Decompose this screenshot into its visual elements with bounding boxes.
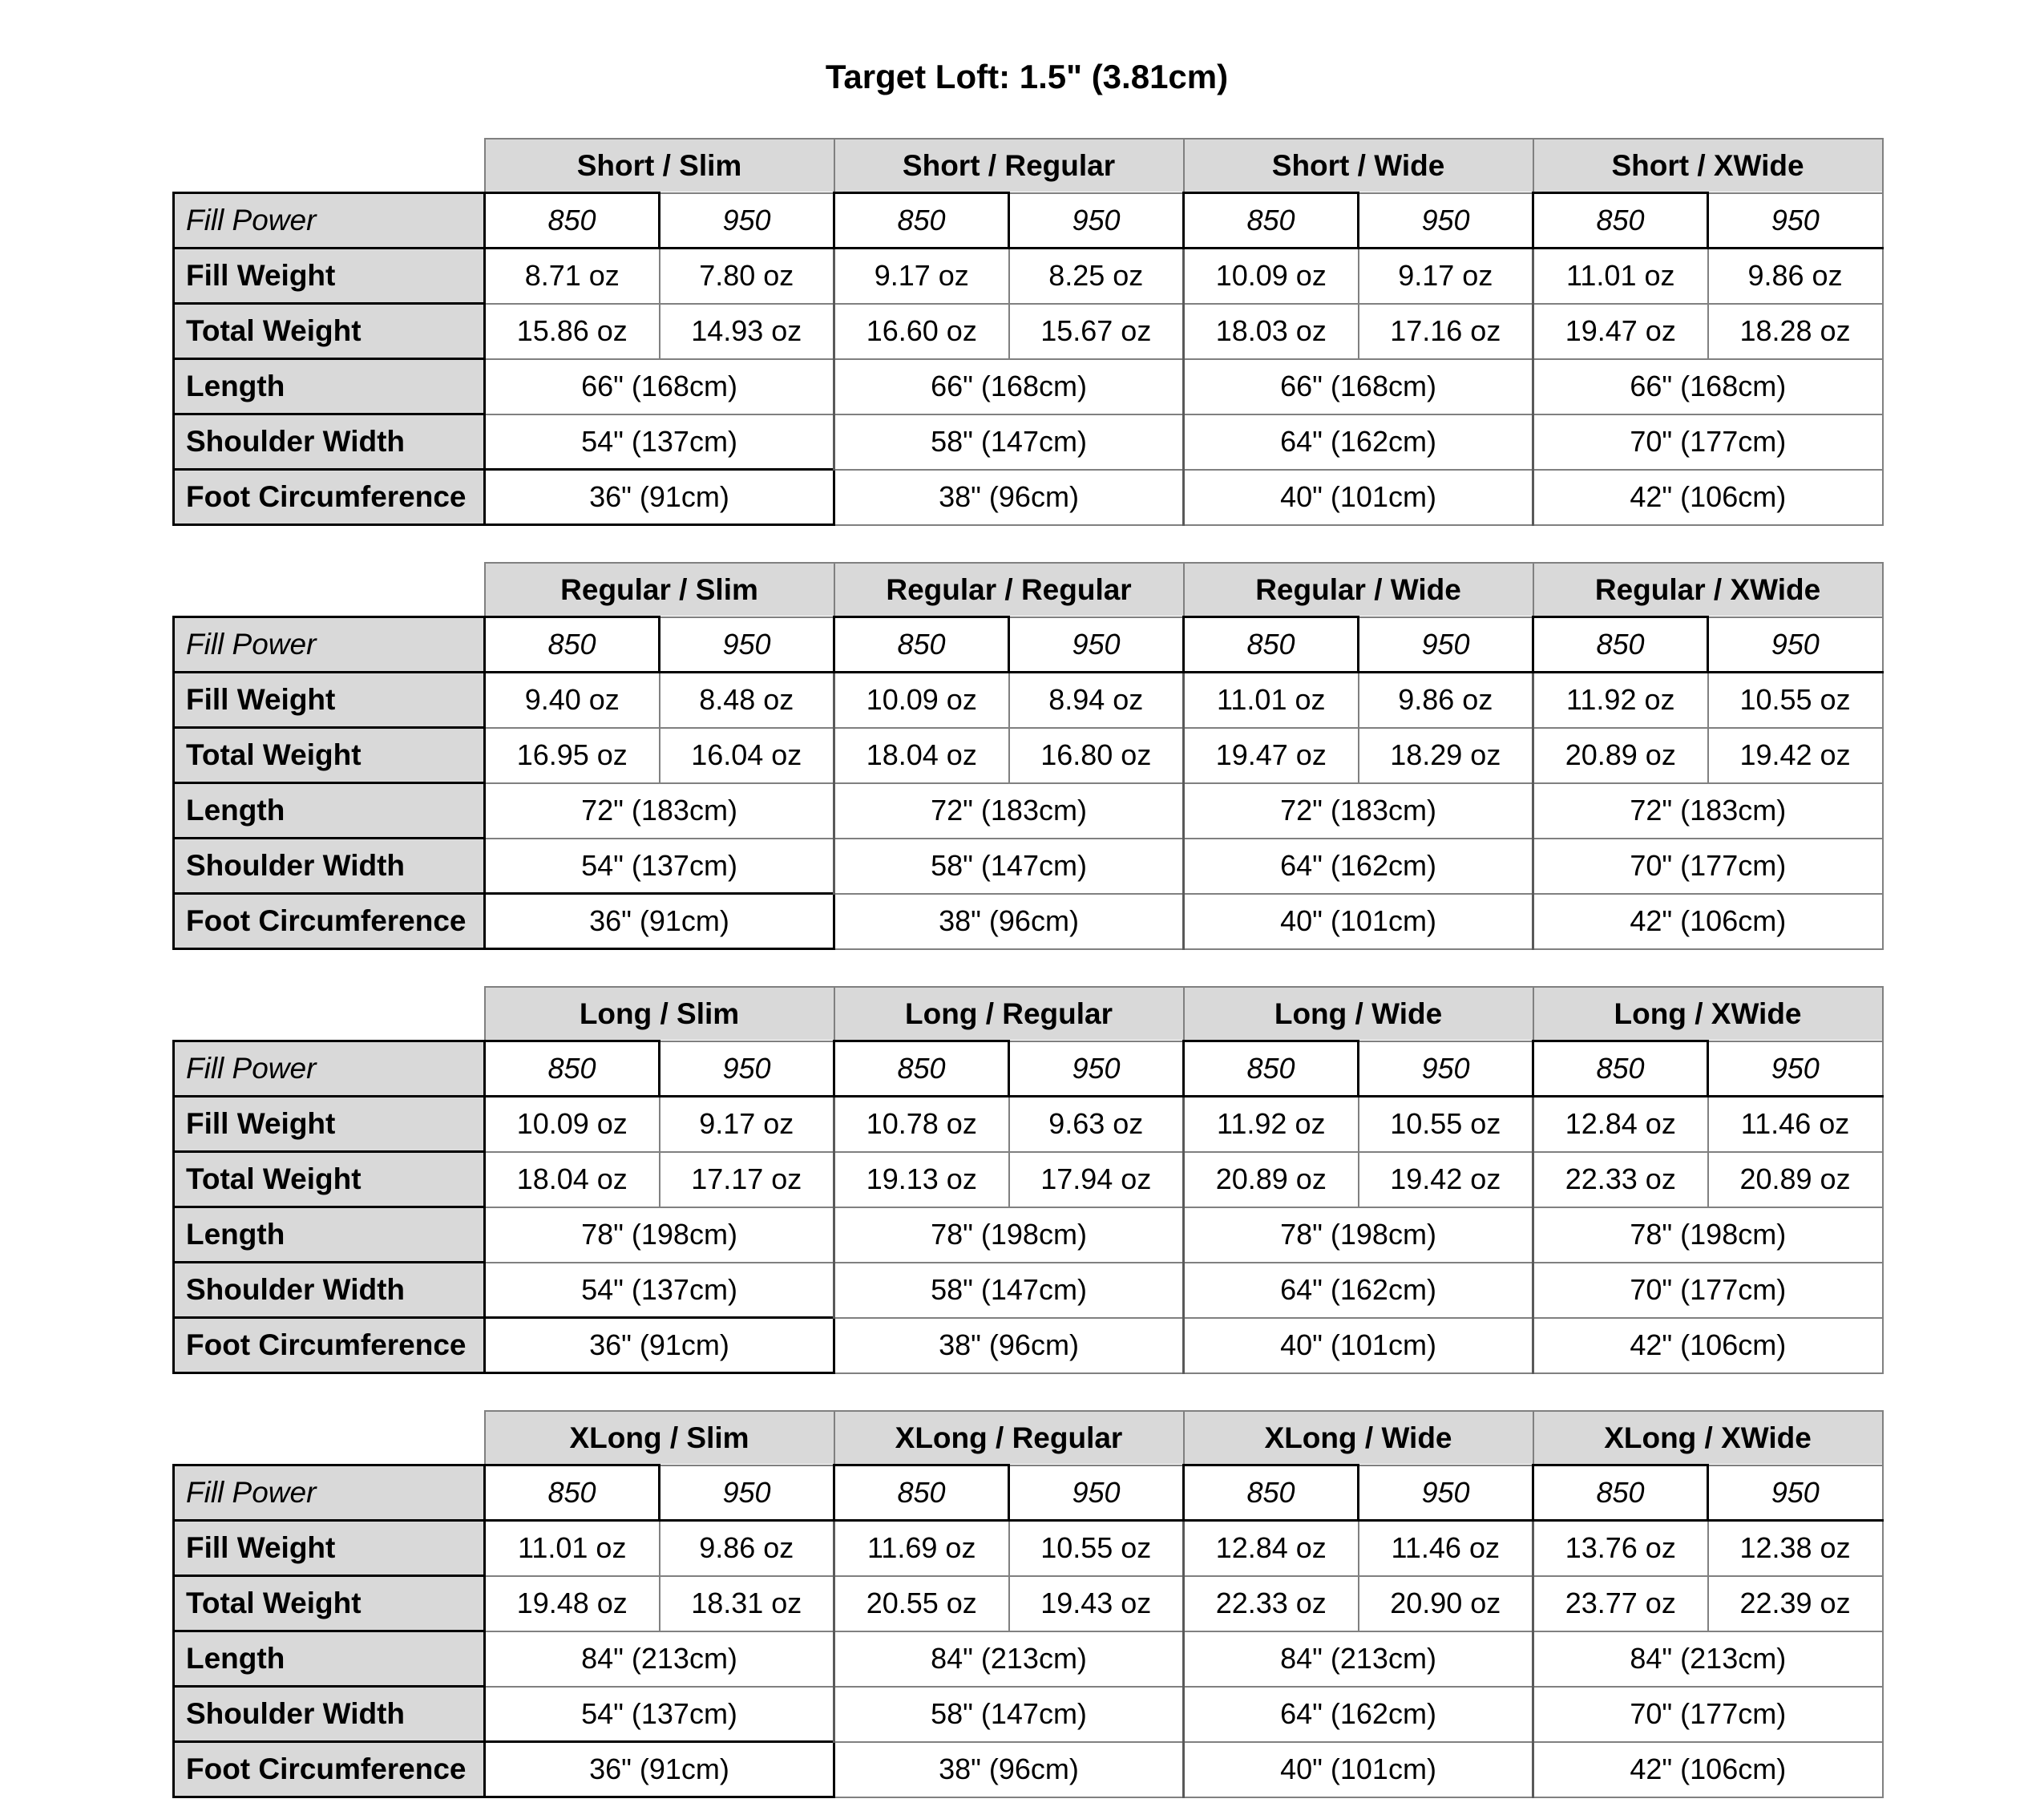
cell-fill-power: 950 xyxy=(1359,617,1533,673)
cell-total-weight: 19.42 oz xyxy=(1708,728,1883,783)
cell-fill-power: 950 xyxy=(1009,1041,1184,1097)
cell-total-weight: 18.04 oz xyxy=(485,1152,660,1207)
cell-foot-circumference: 36" (91cm) xyxy=(485,894,834,949)
cell-foot-circumference: 36" (91cm) xyxy=(485,1318,834,1373)
cell-fill-power: 850 xyxy=(1184,1465,1359,1521)
row-label-total-weight: Total Weight xyxy=(174,1152,485,1207)
row-fill-power xyxy=(174,193,1883,249)
cell-length: 72" (183cm) xyxy=(485,783,834,839)
cell-total-weight: 23.77 oz xyxy=(1533,1576,1708,1631)
cell-fill-power: 950 xyxy=(1708,1041,1883,1097)
row-length xyxy=(174,783,1883,839)
corner-cell xyxy=(174,987,485,1041)
cell-length: 66" (168cm) xyxy=(834,359,1184,414)
row-foot-circumference xyxy=(174,894,1883,949)
cell-shoulder-width: 58" (147cm) xyxy=(834,1263,1184,1318)
cell-fill-weight: 9.17 oz xyxy=(1359,249,1533,304)
cell-fill-power: 950 xyxy=(1009,617,1184,673)
group-header: Short / XWide xyxy=(1533,139,1883,193)
row-length xyxy=(174,1631,1883,1687)
cell-total-weight: 15.86 oz xyxy=(485,304,660,359)
size-table-xlong xyxy=(172,1410,1884,1798)
row-fill-weight xyxy=(174,1521,1883,1576)
cell-shoulder-width: 70" (177cm) xyxy=(1533,1687,1883,1742)
cell-fill-weight: 11.01 oz xyxy=(1533,249,1708,304)
cell-total-weight: 14.93 oz xyxy=(660,304,834,359)
row-label-shoulder-width: Shoulder Width xyxy=(174,1687,485,1742)
cell-shoulder-width: 58" (147cm) xyxy=(834,839,1184,894)
row-label-shoulder-width: Shoulder Width xyxy=(174,414,485,470)
cell-fill-power: 950 xyxy=(660,1465,834,1521)
cell-total-weight: 19.13 oz xyxy=(834,1152,1009,1207)
row-label-foot-circumference: Foot Circumference xyxy=(174,1742,485,1797)
row-fill-weight xyxy=(174,1097,1883,1152)
cell-fill-power: 950 xyxy=(1708,617,1883,673)
cell-length: 66" (168cm) xyxy=(1184,359,1533,414)
cell-foot-circumference: 36" (91cm) xyxy=(485,470,834,525)
cell-fill-power: 850 xyxy=(1184,193,1359,249)
row-shoulder-width xyxy=(174,1687,1883,1742)
cell-fill-weight: 11.92 oz xyxy=(1533,673,1708,728)
cell-fill-power: 950 xyxy=(1009,193,1184,249)
cell-length: 66" (168cm) xyxy=(1533,359,1883,414)
cell-total-weight: 18.31 oz xyxy=(660,1576,834,1631)
group-header: Long / XWide xyxy=(1533,987,1883,1041)
corner-cell xyxy=(174,1411,485,1465)
cell-total-weight: 18.04 oz xyxy=(834,728,1009,783)
cell-fill-power: 950 xyxy=(660,617,834,673)
cell-total-weight: 16.60 oz xyxy=(834,304,1009,359)
cell-foot-circumference: 42" (106cm) xyxy=(1533,894,1883,949)
cell-shoulder-width: 54" (137cm) xyxy=(485,839,834,894)
group-header: Short / Slim xyxy=(485,139,834,193)
cell-shoulder-width: 70" (177cm) xyxy=(1533,414,1883,470)
cell-fill-power: 950 xyxy=(660,193,834,249)
cell-length: 66" (168cm) xyxy=(485,359,834,414)
cell-fill-weight: 11.92 oz xyxy=(1184,1097,1359,1152)
cell-fill-power: 950 xyxy=(1708,1465,1883,1521)
cell-fill-weight: 9.86 oz xyxy=(660,1521,834,1576)
header-row xyxy=(174,139,1883,193)
cell-fill-weight: 9.86 oz xyxy=(1359,673,1533,728)
cell-total-weight: 20.55 oz xyxy=(834,1576,1009,1631)
cell-fill-power: 850 xyxy=(834,1041,1009,1097)
cell-fill-weight: 8.71 oz xyxy=(485,249,660,304)
cell-total-weight: 18.03 oz xyxy=(1184,304,1359,359)
cell-foot-circumference: 38" (96cm) xyxy=(834,1742,1184,1797)
cell-shoulder-width: 58" (147cm) xyxy=(834,414,1184,470)
row-label-fill-power: Fill Power xyxy=(174,617,485,673)
row-label-fill-power: Fill Power xyxy=(174,193,485,249)
cell-fill-weight: 12.38 oz xyxy=(1708,1521,1883,1576)
cell-fill-weight: 10.09 oz xyxy=(485,1097,660,1152)
cell-fill-power: 950 xyxy=(1359,193,1533,249)
row-fill-power xyxy=(174,1465,1883,1521)
cell-total-weight: 16.80 oz xyxy=(1009,728,1184,783)
row-label-foot-circumference: Foot Circumference xyxy=(174,894,485,949)
cell-shoulder-width: 54" (137cm) xyxy=(485,414,834,470)
cell-foot-circumference: 38" (96cm) xyxy=(834,470,1184,525)
cell-fill-weight: 12.84 oz xyxy=(1184,1521,1359,1576)
row-label-length: Length xyxy=(174,1631,485,1687)
cell-shoulder-width: 64" (162cm) xyxy=(1184,839,1533,894)
cell-foot-circumference: 42" (106cm) xyxy=(1533,1742,1883,1797)
cell-total-weight: 17.17 oz xyxy=(660,1152,834,1207)
cell-foot-circumference: 36" (91cm) xyxy=(485,1742,834,1797)
cell-fill-weight: 11.46 oz xyxy=(1708,1097,1883,1152)
cell-length: 78" (198cm) xyxy=(1184,1207,1533,1263)
cell-fill-weight: 11.46 oz xyxy=(1359,1521,1533,1576)
cell-shoulder-width: 64" (162cm) xyxy=(1184,414,1533,470)
cell-total-weight: 22.33 oz xyxy=(1184,1576,1359,1631)
group-header: Long / Wide xyxy=(1184,987,1533,1041)
cell-length: 84" (213cm) xyxy=(1533,1631,1883,1687)
row-label-shoulder-width: Shoulder Width xyxy=(174,839,485,894)
cell-total-weight: 16.95 oz xyxy=(485,728,660,783)
row-total-weight xyxy=(174,728,1883,783)
cell-fill-power: 850 xyxy=(1533,1465,1708,1521)
cell-foot-circumference: 40" (101cm) xyxy=(1184,1742,1533,1797)
cell-length: 78" (198cm) xyxy=(834,1207,1184,1263)
cell-fill-power: 850 xyxy=(485,193,660,249)
row-label-total-weight: Total Weight xyxy=(174,728,485,783)
cell-fill-weight: 9.40 oz xyxy=(485,673,660,728)
row-label-foot-circumference: Foot Circumference xyxy=(174,470,485,525)
row-label-fill-weight: Fill Weight xyxy=(174,1521,485,1576)
cell-fill-power: 850 xyxy=(834,1465,1009,1521)
cell-fill-weight: 10.55 oz xyxy=(1359,1097,1533,1152)
cell-fill-power: 850 xyxy=(1533,1041,1708,1097)
cell-total-weight: 20.89 oz xyxy=(1533,728,1708,783)
row-label-length: Length xyxy=(174,359,485,414)
cell-fill-weight: 10.55 oz xyxy=(1009,1521,1184,1576)
cell-shoulder-width: 70" (177cm) xyxy=(1533,1263,1883,1318)
cell-foot-circumference: 40" (101cm) xyxy=(1184,1318,1533,1373)
row-shoulder-width xyxy=(174,1263,1883,1318)
cell-total-weight: 18.28 oz xyxy=(1708,304,1883,359)
row-label-length: Length xyxy=(174,783,485,839)
spec-sheet-page xyxy=(0,58,2044,1811)
group-header: Long / Slim xyxy=(485,987,834,1041)
group-header: XLong / Wide xyxy=(1184,1411,1533,1465)
row-label-shoulder-width: Shoulder Width xyxy=(174,1263,485,1318)
group-header: Regular / Slim xyxy=(485,563,834,617)
group-header: Regular / Regular xyxy=(834,563,1184,617)
cell-fill-weight: 8.25 oz xyxy=(1009,249,1184,304)
cell-fill-power: 950 xyxy=(1359,1041,1533,1097)
cell-shoulder-width: 64" (162cm) xyxy=(1184,1263,1533,1318)
cell-foot-circumference: 38" (96cm) xyxy=(834,894,1184,949)
cell-fill-weight: 11.69 oz xyxy=(834,1521,1009,1576)
header-row xyxy=(174,563,1883,617)
row-foot-circumference xyxy=(174,1318,1883,1373)
cell-fill-power: 950 xyxy=(1009,1465,1184,1521)
cell-fill-weight: 11.01 oz xyxy=(1184,673,1359,728)
group-header: Regular / XWide xyxy=(1533,563,1883,617)
row-label-total-weight: Total Weight xyxy=(174,1576,485,1631)
cell-fill-weight: 8.94 oz xyxy=(1009,673,1184,728)
row-fill-weight xyxy=(174,673,1883,728)
cell-fill-power: 850 xyxy=(834,193,1009,249)
row-label-fill-weight: Fill Weight xyxy=(174,249,485,304)
row-fill-power xyxy=(174,1041,1883,1097)
cell-fill-weight: 7.80 oz xyxy=(660,249,834,304)
cell-length: 84" (213cm) xyxy=(1184,1631,1533,1687)
group-header: XLong / Slim xyxy=(485,1411,834,1465)
cell-fill-power: 850 xyxy=(485,617,660,673)
cell-fill-power: 950 xyxy=(660,1041,834,1097)
row-shoulder-width xyxy=(174,839,1883,894)
cell-shoulder-width: 54" (137cm) xyxy=(485,1687,834,1742)
row-label-total-weight: Total Weight xyxy=(174,304,485,359)
cell-total-weight: 19.47 oz xyxy=(1533,304,1708,359)
row-label-length: Length xyxy=(174,1207,485,1263)
cell-fill-weight: 10.09 oz xyxy=(834,673,1009,728)
cell-total-weight: 15.67 oz xyxy=(1009,304,1184,359)
corner-cell xyxy=(174,139,485,193)
cell-total-weight: 16.04 oz xyxy=(660,728,834,783)
cell-fill-power: 850 xyxy=(485,1041,660,1097)
cell-shoulder-width: 70" (177cm) xyxy=(1533,839,1883,894)
cell-shoulder-width: 64" (162cm) xyxy=(1184,1687,1533,1742)
row-foot-circumference xyxy=(174,1742,1883,1797)
cell-fill-weight: 13.76 oz xyxy=(1533,1521,1708,1576)
cell-fill-weight: 9.86 oz xyxy=(1708,249,1883,304)
cell-length: 78" (198cm) xyxy=(485,1207,834,1263)
cell-total-weight: 17.16 oz xyxy=(1359,304,1533,359)
row-label-fill-weight: Fill Weight xyxy=(174,673,485,728)
cell-length: 72" (183cm) xyxy=(1533,783,1883,839)
cell-fill-weight: 10.55 oz xyxy=(1708,673,1883,728)
page-title: Target Loft: 1.5" (3.81cm) xyxy=(825,58,1229,95)
cell-fill-weight: 8.48 oz xyxy=(660,673,834,728)
cell-length: 78" (198cm) xyxy=(1533,1207,1883,1263)
cell-foot-circumference: 42" (106cm) xyxy=(1533,470,1883,525)
row-length xyxy=(174,359,1883,414)
cell-total-weight: 22.39 oz xyxy=(1708,1576,1883,1631)
row-label-foot-circumference: Foot Circumference xyxy=(174,1318,485,1373)
cell-shoulder-width: 54" (137cm) xyxy=(485,1263,834,1318)
cell-total-weight: 19.47 oz xyxy=(1184,728,1359,783)
cell-shoulder-width: 58" (147cm) xyxy=(834,1687,1184,1742)
cell-total-weight: 22.33 oz xyxy=(1533,1152,1708,1207)
cell-fill-power: 850 xyxy=(1184,617,1359,673)
cell-fill-power: 950 xyxy=(1359,1465,1533,1521)
cell-total-weight: 18.29 oz xyxy=(1359,728,1533,783)
cell-fill-weight: 9.17 oz xyxy=(660,1097,834,1152)
row-length xyxy=(174,1207,1883,1263)
cell-total-weight: 20.90 oz xyxy=(1359,1576,1533,1631)
cell-length: 72" (183cm) xyxy=(834,783,1184,839)
cell-length: 84" (213cm) xyxy=(834,1631,1184,1687)
size-tables-container xyxy=(0,138,2044,1798)
row-total-weight xyxy=(174,1576,1883,1631)
row-foot-circumference xyxy=(174,470,1883,525)
cell-fill-weight: 9.17 oz xyxy=(834,249,1009,304)
cell-fill-power: 850 xyxy=(834,617,1009,673)
group-header: Short / Regular xyxy=(834,139,1184,193)
cell-fill-weight: 9.63 oz xyxy=(1009,1097,1184,1152)
group-header: Long / Regular xyxy=(834,987,1184,1041)
cell-fill-power: 850 xyxy=(485,1465,660,1521)
group-header: Short / Wide xyxy=(1184,139,1533,193)
cell-fill-weight: 11.01 oz xyxy=(485,1521,660,1576)
row-label-fill-weight: Fill Weight xyxy=(174,1097,485,1152)
cell-foot-circumference: 38" (96cm) xyxy=(834,1318,1184,1373)
cell-length: 84" (213cm) xyxy=(485,1631,834,1687)
cell-fill-power: 850 xyxy=(1184,1041,1359,1097)
group-header: Regular / Wide xyxy=(1184,563,1533,617)
group-header: XLong / Regular xyxy=(834,1411,1184,1465)
row-shoulder-width xyxy=(174,414,1883,470)
cell-foot-circumference: 40" (101cm) xyxy=(1184,470,1533,525)
cell-fill-power: 850 xyxy=(1533,193,1708,249)
cell-fill-weight: 12.84 oz xyxy=(1533,1097,1708,1152)
size-table-short xyxy=(172,138,1884,526)
header-row xyxy=(174,987,1883,1041)
row-label-fill-power: Fill Power xyxy=(174,1041,485,1097)
cell-total-weight: 19.48 oz xyxy=(485,1576,660,1631)
cell-foot-circumference: 40" (101cm) xyxy=(1184,894,1533,949)
size-table-long xyxy=(172,986,1884,1374)
cell-fill-power: 850 xyxy=(1533,617,1708,673)
cell-total-weight: 19.42 oz xyxy=(1359,1152,1533,1207)
cell-total-weight: 17.94 oz xyxy=(1009,1152,1184,1207)
size-table-regular xyxy=(172,562,1884,950)
row-fill-weight xyxy=(174,249,1883,304)
corner-cell xyxy=(174,563,485,617)
row-total-weight xyxy=(174,304,1883,359)
cell-fill-power: 950 xyxy=(1708,193,1883,249)
header-row xyxy=(174,1411,1883,1465)
cell-fill-weight: 10.78 oz xyxy=(834,1097,1009,1152)
cell-fill-weight: 10.09 oz xyxy=(1184,249,1359,304)
cell-total-weight: 20.89 oz xyxy=(1708,1152,1883,1207)
row-fill-power xyxy=(174,617,1883,673)
row-label-fill-power: Fill Power xyxy=(174,1465,485,1521)
row-total-weight xyxy=(174,1152,1883,1207)
cell-total-weight: 19.43 oz xyxy=(1009,1576,1184,1631)
cell-foot-circumference: 42" (106cm) xyxy=(1533,1318,1883,1373)
group-header: XLong / XWide xyxy=(1533,1411,1883,1465)
cell-total-weight: 20.89 oz xyxy=(1184,1152,1359,1207)
cell-length: 72" (183cm) xyxy=(1184,783,1533,839)
